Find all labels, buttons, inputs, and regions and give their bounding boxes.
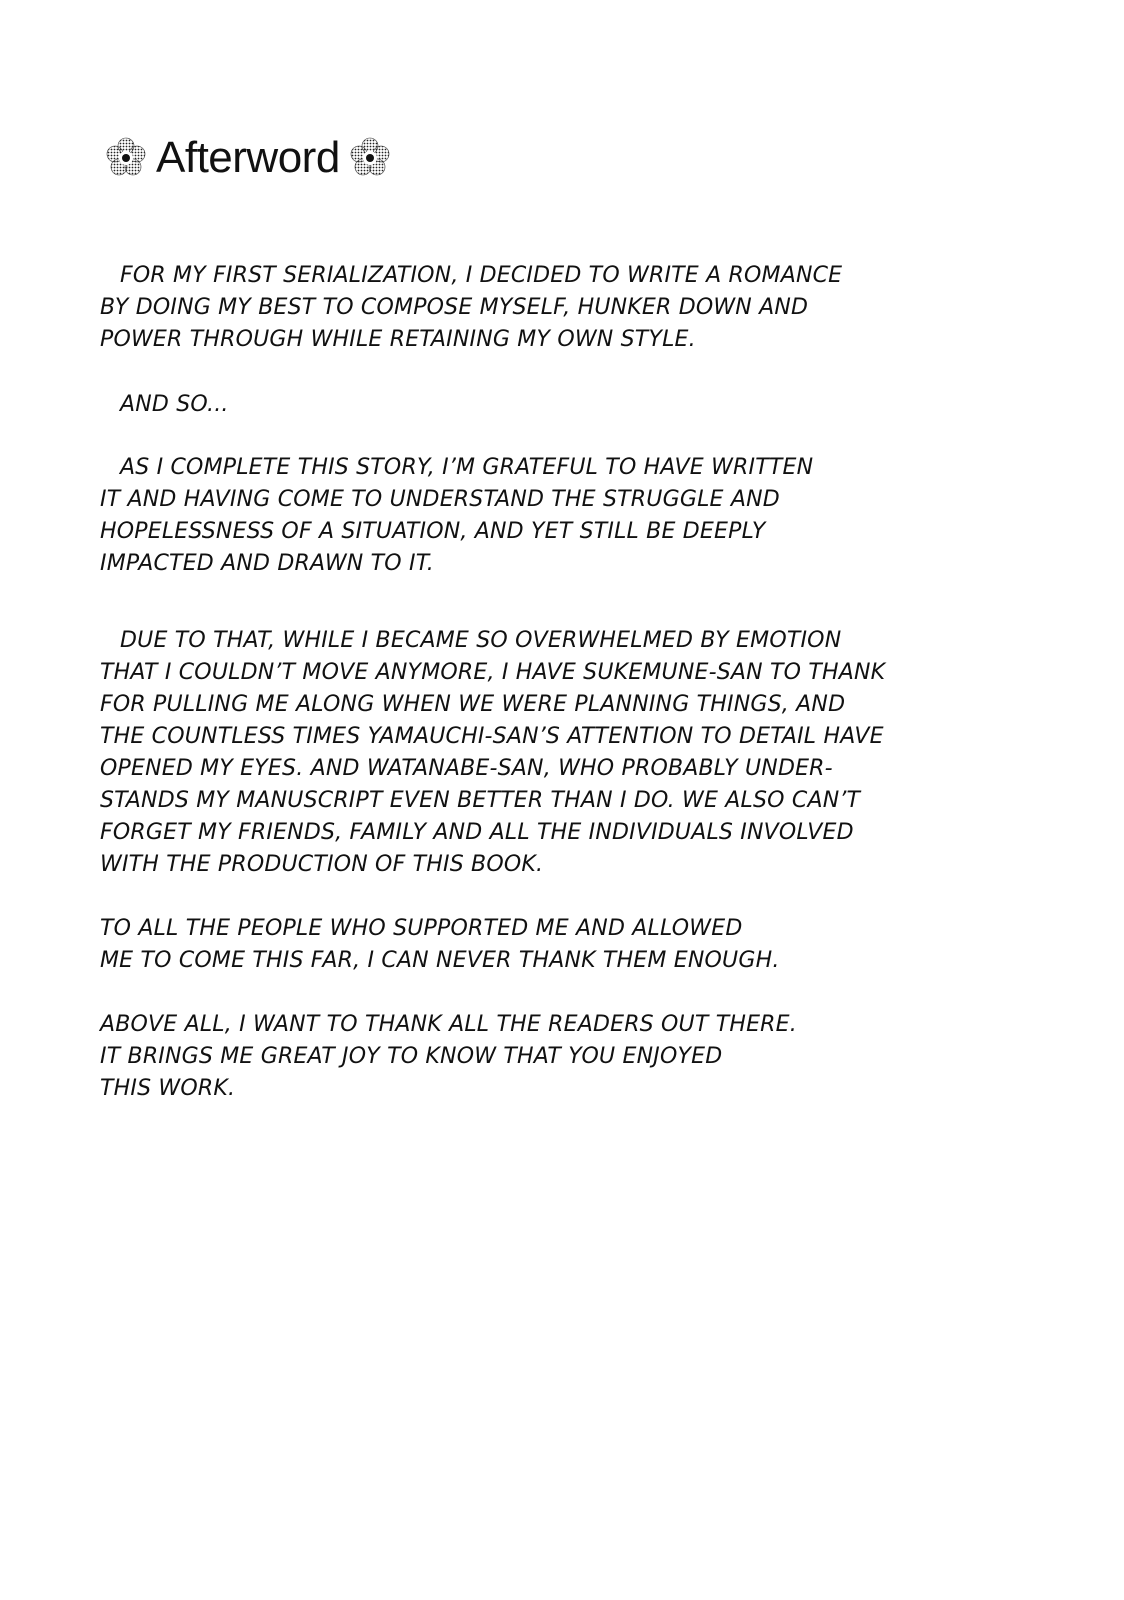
- paragraph-line: FORGET MY FRIENDS, FAMILY AND ALL THE INDIVIDUALS INVOLVED: [100, 820, 854, 845]
- paragraph-line: AND SO...: [120, 392, 229, 417]
- paragraph-line: IMPACTED AND DRAWN TO IT.: [100, 551, 434, 576]
- paragraph-line: STANDS MY MANUSCRIPT EVEN BETTER THAN I DO. WE ALSO CAN’T: [100, 788, 861, 813]
- paragraph-line: HOPELESSNESS OF A SITUATION, AND YET STILL BE DEEPLY: [100, 519, 766, 544]
- paragraph-line: THE COUNTLESS TIMES YAMAUCHI-SAN’S ATTENTION TO DETAIL HAVE: [100, 724, 884, 749]
- paragraph-line: BY DOING MY BEST TO COMPOSE MYSELF, HUNKER DOWN AND: [100, 295, 809, 320]
- paragraph-line: WITH THE PRODUCTION OF THIS BOOK.: [100, 852, 544, 877]
- paragraph-line: IT BRINGS ME GREAT JOY TO KNOW THAT YOU ENJOYED: [100, 1044, 723, 1069]
- paragraph-line: POWER THROUGH WHILE RETAINING MY OWN STYLE.: [100, 327, 696, 352]
- paragraph-line: THAT I COULDN’T MOVE ANYMORE, I HAVE SUKEMUNE-SAN TO THANK: [100, 660, 886, 685]
- paragraph-line: THIS WORK.: [100, 1076, 236, 1101]
- page-title: Afterword: [156, 133, 340, 182]
- paragraph-line: ABOVE ALL, I WANT TO THANK ALL THE READERS OUT THERE.: [100, 1012, 797, 1037]
- paragraph-line: DUE TO THAT, WHILE I BECAME SO OVERWHELMED BY EMOTION: [120, 628, 842, 653]
- paragraph-line: ME TO COME THIS FAR, I CAN NEVER THANK THEM ENOUGH.: [100, 948, 780, 973]
- paragraph-line: FOR MY FIRST SERIALIZATION, I DECIDED TO WRITE A ROMANCE: [120, 263, 843, 288]
- flower-icon: [104, 136, 148, 180]
- afterword-heading: [104, 130, 392, 186]
- paragraph-line: TO ALL THE PEOPLE WHO SUPPORTED ME AND ALLOWED: [100, 916, 743, 941]
- paragraph-line: AS I COMPLETE THIS STORY, I’M GRATEFUL TO HAVE WRITTEN: [120, 455, 814, 480]
- paragraph-line: IT AND HAVING COME TO UNDERSTAND THE STRUGGLE AND: [100, 487, 780, 512]
- paragraph-line: FOR PULLING ME ALONG WHEN WE WERE PLANNING THINGS, AND: [100, 692, 846, 717]
- flower-icon: [348, 136, 392, 180]
- paragraph-line: OPENED MY EYES. AND WATANABE-SAN, WHO PROBABLY UNDER-: [100, 756, 833, 781]
